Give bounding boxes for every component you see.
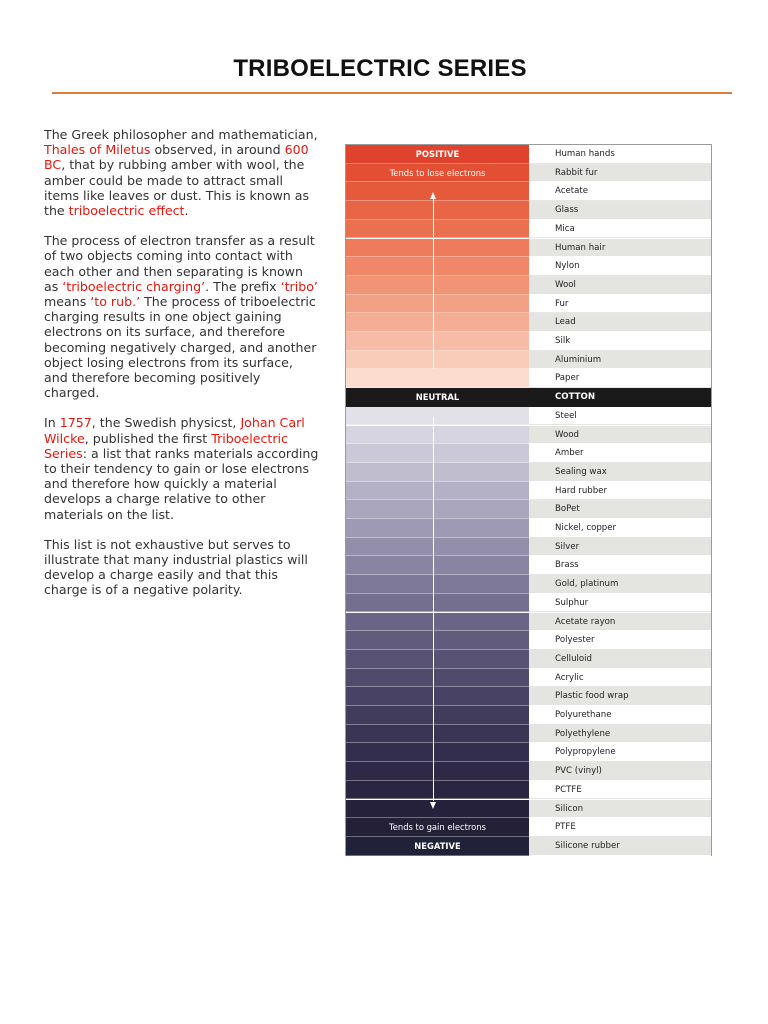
negative-row	[346, 463, 711, 482]
scale-cell	[346, 613, 529, 632]
negative-row	[346, 762, 711, 781]
material-name: Polyethylene	[529, 725, 711, 744]
material-name: Celluloid	[529, 650, 711, 669]
scale-cell	[346, 631, 529, 650]
scale-cell	[346, 407, 529, 426]
scale-cell	[346, 725, 529, 744]
text-segment: The Greek philosopher and mathematician,	[44, 127, 318, 142]
scale-cell	[346, 706, 529, 725]
scale-cell	[346, 575, 529, 594]
scale-cell	[346, 669, 529, 688]
negative-row	[346, 444, 711, 463]
negative-row	[346, 743, 711, 762]
positive-row	[346, 295, 711, 314]
text-segment: . The prefix	[205, 278, 281, 294]
down-arrow-line	[433, 417, 434, 802]
material-name: Acetate rayon	[529, 613, 711, 632]
text-segment: The process of triboelectric charging results in one object gaining electrons on its surface, and therefore becoming negatively charged, and another object losing electrons from its surface, and therefore becoming positively charged.	[44, 294, 317, 401]
material-name: Polyurethane	[529, 706, 711, 725]
text-segment: means	[44, 294, 91, 310]
material-name: Human hands	[529, 145, 711, 164]
negative-row	[346, 519, 711, 538]
material-name: Steel	[529, 407, 711, 426]
scale-cell	[346, 743, 529, 762]
highlighted-term: Johan Carl Wilcke	[44, 415, 305, 446]
negative-row	[346, 818, 711, 837]
material-name: Silver	[529, 538, 711, 557]
text-segment: In	[44, 415, 60, 431]
scale-cell	[346, 538, 529, 557]
material-name: Acetate	[529, 182, 711, 201]
positive-row	[346, 220, 711, 239]
material-name: Sealing wax	[529, 463, 711, 482]
material-name: PCTFE	[529, 781, 711, 800]
paragraph	[44, 537, 319, 598]
scale-cell	[346, 313, 529, 332]
highlighted-term: ‘tribo’	[280, 278, 318, 294]
scale-cell	[346, 500, 529, 519]
triboelectric-series-table	[345, 144, 712, 856]
positive-row	[346, 201, 711, 220]
material-name: Brass	[529, 556, 711, 575]
negative-row	[346, 556, 711, 575]
material-name: Acrylic	[529, 669, 711, 688]
arrow-up-icon	[430, 192, 436, 199]
highlighted-term: ‘to rub.’	[90, 294, 141, 310]
material-name: Amber	[529, 444, 711, 463]
page-title: TRIBOELECTRIC SERIES	[233, 55, 527, 82]
scale-cell: POSITIVE	[346, 145, 529, 164]
paragraph	[44, 127, 319, 218]
positive-row	[346, 145, 711, 164]
scale-cell	[346, 463, 529, 482]
scale-cell: Tends to gain electrons	[346, 818, 529, 837]
scale-cell	[346, 594, 529, 613]
text-segment: observed, in around	[150, 142, 285, 158]
highlighted-term: ‘triboelectric charging’	[62, 278, 206, 294]
negative-row	[346, 631, 711, 650]
scale-cell: Tends to lose electrons	[346, 164, 529, 183]
negative-row	[346, 687, 711, 706]
arrow-down-icon	[430, 802, 436, 809]
positive-row	[346, 369, 711, 388]
positive-row	[346, 351, 711, 370]
positive-row	[346, 164, 711, 183]
material-name: Silk	[529, 332, 711, 351]
material-name: Plastic food wrap	[529, 687, 711, 706]
material-name: Gold, platinum	[529, 575, 711, 594]
scale-cell	[346, 426, 529, 445]
scale-cell	[346, 369, 529, 388]
intro-text	[44, 127, 319, 613]
negative-row	[346, 706, 711, 725]
material-name: Wool	[529, 276, 711, 295]
text-segment: This list is not exhaustive but serves to illustrate that many industrial plastics will develop a charge easily and that this charge is of a negative polarity.	[44, 536, 308, 598]
highlighted-term: triboelectric effect	[68, 203, 185, 219]
positive-row	[346, 276, 711, 295]
material-name: Nylon	[529, 257, 711, 276]
material-name: Glass	[529, 201, 711, 220]
highlighted-term: 1757	[59, 415, 92, 431]
scale-cell	[346, 295, 529, 314]
scale-cell: NEGATIVE	[346, 837, 529, 856]
text-segment: : a list that ranks materials according to their tendency to gain or lose electrons and therefore how quickly a material develops a charge relative to other materials on the list.	[44, 445, 319, 522]
text-segment: .	[184, 203, 189, 219]
scale-cell	[346, 781, 529, 800]
paragraph	[44, 415, 319, 521]
negative-row	[346, 407, 711, 426]
highlighted-term: Triboelectric Series	[44, 430, 288, 461]
positive-row	[346, 332, 711, 351]
up-arrow-line	[433, 198, 434, 369]
negative-row	[346, 500, 711, 519]
material-name: Fur	[529, 295, 711, 314]
scale-cell	[346, 239, 529, 258]
material-name: Silicon	[529, 800, 711, 819]
negative-row	[346, 669, 711, 688]
highlighted-term: 600 BC	[44, 142, 309, 173]
positive-row	[346, 239, 711, 258]
material-name: PVC (vinyl)	[529, 762, 711, 781]
scale-cell	[346, 444, 529, 463]
positive-row	[346, 182, 711, 201]
scale-cell	[346, 201, 529, 220]
paragraph	[44, 233, 319, 400]
material-name: Human hair	[529, 239, 711, 258]
material-name: Sulphur	[529, 594, 711, 613]
positive-row	[346, 313, 711, 332]
scale-cell	[346, 556, 529, 575]
material-name: Lead	[529, 313, 711, 332]
scale-cell	[346, 650, 529, 669]
material-name: Polypropylene	[529, 743, 711, 762]
scale-cell	[346, 257, 529, 276]
negative-row	[346, 575, 711, 594]
text-segment: , that by rubbing amber with wool, the amber could be made to attract small items like leaves or dust. This is known as the	[44, 157, 310, 219]
negative-row	[346, 650, 711, 669]
scale-cell: NEUTRAL	[346, 388, 529, 407]
material-name: Mica	[529, 220, 711, 239]
material-name: BoPet	[529, 500, 711, 519]
material-name: COTTON	[529, 388, 711, 407]
material-name: Aluminium	[529, 351, 711, 370]
title-divider	[52, 92, 732, 94]
scale-cell	[346, 519, 529, 538]
negative-row	[346, 482, 711, 501]
scale-cell	[346, 182, 529, 201]
scale-cell	[346, 687, 529, 706]
negative-row	[346, 781, 711, 800]
negative-row	[346, 538, 711, 557]
negative-row	[346, 594, 711, 613]
negative-row	[346, 837, 711, 856]
material-name: Rabbit fur	[529, 164, 711, 183]
scale-cell	[346, 762, 529, 781]
material-name: Paper	[529, 369, 711, 388]
material-name: Polyester	[529, 631, 711, 650]
negative-row	[346, 725, 711, 744]
scale-cell	[346, 482, 529, 501]
scale-cell	[346, 351, 529, 370]
material-name: PTFE	[529, 818, 711, 837]
negative-row	[346, 613, 711, 632]
neutral-row	[346, 388, 711, 407]
text-segment: , published the first	[84, 430, 212, 446]
scale-cell	[346, 332, 529, 351]
scale-cell	[346, 800, 529, 819]
material-name: Silicone rubber	[529, 837, 711, 856]
scale-cell	[346, 276, 529, 295]
scale-cell	[346, 220, 529, 239]
negative-row	[346, 800, 711, 819]
text-segment: The process of electron transfer as a result of two objects coming into contact with each other and then separating is known as	[44, 233, 315, 294]
material-name: Wood	[529, 426, 711, 445]
highlighted-term: Thales of Miletus	[44, 142, 151, 158]
positive-row	[346, 257, 711, 276]
material-name: Nickel, copper	[529, 519, 711, 538]
negative-row	[346, 426, 711, 445]
text-segment: , the Swedish physicst,	[91, 415, 241, 431]
material-name: Hard rubber	[529, 482, 711, 501]
